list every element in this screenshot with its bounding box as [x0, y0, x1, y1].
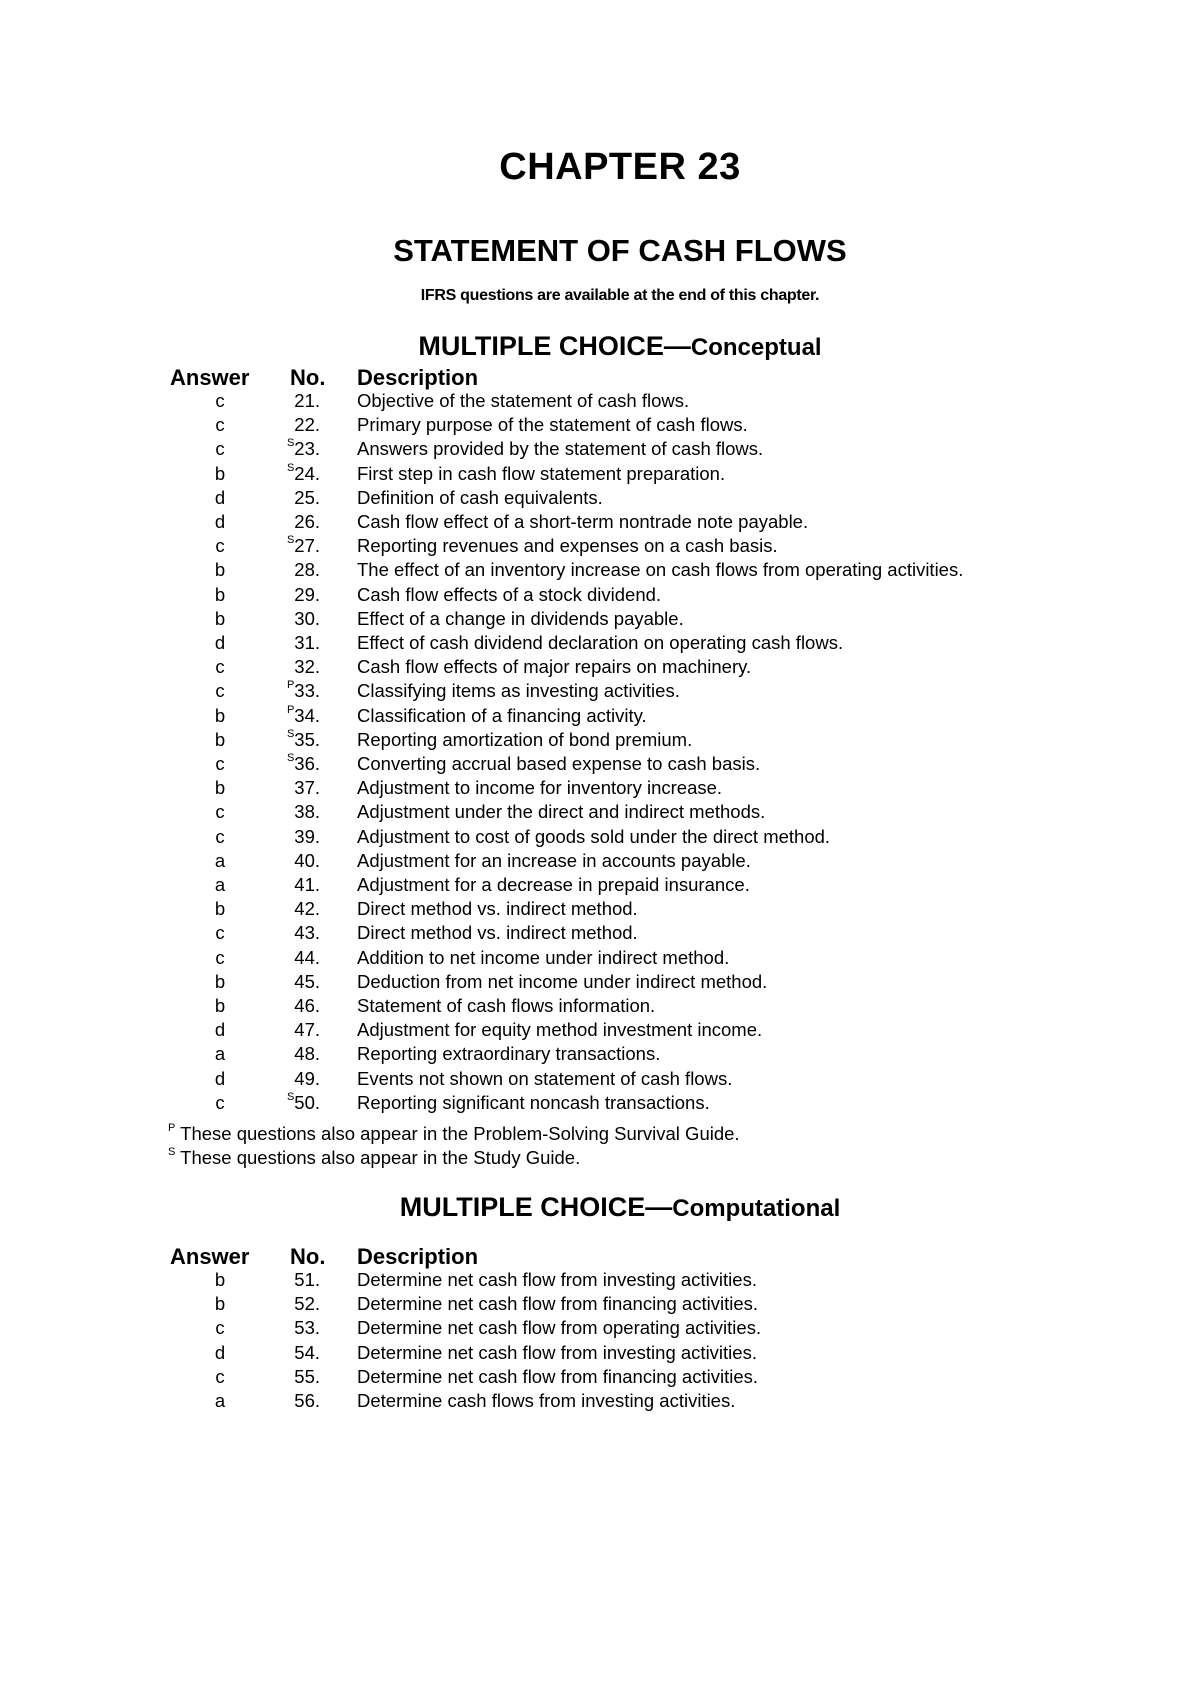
question-description: Answers provided by the statement of cash flows. [357, 438, 764, 460]
answer-cell: c [215, 753, 225, 774]
answer-cell: a [214, 849, 226, 871]
question-description: Definition of cash equivalents. [357, 486, 603, 508]
conceptual-row [0, 437, 1200, 461]
source-mark: S [286, 461, 295, 474]
question-description: Cash flow effect of a short-term nontrade note payable. [357, 511, 809, 532]
question-number: 37. [294, 777, 320, 799]
footnote-mark: P [168, 1122, 176, 1134]
conceptual-row [0, 752, 1200, 776]
question-description: Determine net cash flow from investing activities. [357, 1269, 757, 1290]
conceptual-description-header: Description [357, 365, 479, 390]
question-description: Reporting revenues and expenses on a cash basis. [357, 535, 778, 557]
question-description: Determine net cash flow from financing activities. [357, 1365, 759, 1387]
question-description: First step in cash flow statement preparation. [357, 462, 726, 484]
question-description: Cash flow effects of a stock dividend. [357, 583, 662, 605]
question-number: $^S$23. [286, 437, 320, 460]
conceptual-no-header: No. [290, 365, 326, 390]
question-description: Adjustment under the direct and indirect methods. [357, 801, 766, 823]
question-number: 44. [294, 946, 320, 968]
ifrs-note: IFRS questions are available at the end of this chapter. [420, 287, 820, 304]
question-description: Adjustment for an increase in accounts payable. [357, 849, 751, 871]
question-description: Reporting extraordinary transactions. [357, 1043, 661, 1065]
question-number: $^S$24. [286, 461, 320, 484]
computational-heading-sub: Computational [672, 1195, 841, 1222]
question-description: Classification of a financing activity. [357, 704, 647, 726]
question-description: Determine net cash flow from financing activities. [357, 1293, 759, 1315]
answer-cell: b [214, 898, 226, 920]
question-number: 28. [294, 559, 320, 581]
conceptual-row [0, 607, 1200, 631]
answer-cell: b [214, 728, 226, 750]
conceptual-row [0, 486, 1200, 510]
question-number: 52. [294, 1293, 320, 1315]
question-number: 45. [294, 970, 320, 992]
computational-row [0, 1292, 1200, 1316]
conceptual-row [0, 655, 1200, 679]
answer-cell: d [214, 1019, 226, 1041]
conceptual-row [0, 510, 1200, 534]
answer-cell: c [215, 390, 225, 411]
conceptual-row [0, 1018, 1200, 1042]
question-description: Adjustment to cost of goods sold under the direct method. [357, 825, 831, 847]
question-description: The effect of an inventory increase on cash flows from operating activities. [357, 559, 964, 581]
footnote [168, 1146, 580, 1170]
question-description: Direct method vs. indirect method. [357, 922, 638, 944]
computational-no-header: No. [290, 1244, 326, 1269]
question-description: Reporting significant noncash transactions. [357, 1091, 710, 1113]
computational-heading [0, 1192, 1200, 1223]
conceptual-row [0, 994, 1200, 1018]
question-number: 46. [294, 995, 320, 1016]
conceptual-row [0, 462, 1200, 486]
question-number: 41. [294, 874, 320, 895]
question-number: 29. [294, 583, 320, 605]
question-number: 54. [294, 1341, 320, 1363]
answer-cell: d [214, 1067, 226, 1089]
conceptual-row [0, 1067, 1200, 1091]
question-description: Adjustment to income for inventory increase. [357, 777, 723, 799]
conceptual-row [0, 970, 1200, 994]
question-number: 49. [294, 1067, 320, 1089]
source-mark: P [286, 679, 295, 692]
question-number: 42. [294, 898, 320, 920]
conceptual-row [0, 1042, 1200, 1066]
chapter-title: STATEMENT OF CASH FLOWS [393, 233, 847, 268]
answer-cell: c [215, 922, 225, 944]
computational-row [0, 1316, 1200, 1340]
conceptual-row [0, 583, 1200, 607]
question-number: 43. [294, 922, 320, 944]
question-number: 26. [294, 511, 320, 532]
question-description: Events not shown on statement of cash flows. [357, 1067, 733, 1089]
answer-cell: b [214, 559, 226, 581]
answer-cell: b [214, 583, 226, 605]
computational-row [0, 1268, 1200, 1292]
conceptual-heading [0, 331, 1200, 362]
conceptual-heading-sub: Conceptual [690, 334, 822, 361]
answer-cell: b [214, 970, 226, 992]
question-number: 32. [294, 656, 320, 678]
conceptual-row [0, 413, 1200, 437]
question-description: Statement of cash flows information. [357, 995, 656, 1016]
conceptual-row [0, 728, 1200, 752]
answer-cell: d [214, 486, 226, 508]
question-number: 40. [294, 849, 320, 871]
chapter-number: CHAPTER 23 [499, 146, 741, 188]
question-number: 25. [294, 486, 320, 508]
question-number: 22. [294, 414, 320, 436]
answer-cell: b [214, 462, 226, 484]
computational-answer-header: Answer [170, 1244, 250, 1269]
conceptual-row [0, 704, 1200, 728]
computational-description-header: Description [357, 1244, 479, 1269]
conceptual-row [0, 921, 1200, 945]
question-description: Primary purpose of the statement of cash flows. [357, 414, 748, 436]
conceptual-row [0, 873, 1200, 897]
question-description: Determine net cash flow from investing activities. [357, 1341, 757, 1363]
conceptual-row [0, 389, 1200, 413]
answer-cell: c [215, 535, 225, 557]
question-number: $^S$35. [286, 727, 320, 750]
conceptual-answer-header: Answer [170, 365, 250, 390]
conceptual-row [0, 534, 1200, 558]
question-number: 21. [294, 390, 320, 411]
conceptual-row [0, 679, 1200, 703]
question-number: 53. [294, 1317, 320, 1339]
conceptual-row [0, 631, 1200, 655]
footnote [168, 1122, 740, 1146]
answer-cell: c [215, 825, 225, 847]
question-number: 55. [294, 1365, 320, 1387]
question-description: Adjustment for a decrease in prepaid insurance. [357, 874, 750, 895]
answer-cell: c [215, 1317, 225, 1339]
question-number: 31. [294, 632, 320, 653]
question-description: Classifying items as investing activities. [357, 680, 680, 702]
question-description: Determine net cash flow from operating activities. [357, 1317, 762, 1339]
answer-cell: c [215, 414, 225, 436]
answer-cell: c [215, 801, 225, 823]
answer-cell: c [215, 680, 225, 702]
computational-row [0, 1365, 1200, 1389]
question-number: $^S$27. [286, 534, 320, 557]
question-number: $^P$34. [286, 703, 320, 726]
question-description: Deduction from net income under indirect method. [357, 970, 768, 992]
footnote-text: These questions also appear in the Study Guide. [175, 1147, 581, 1168]
answer-cell: c [215, 1091, 225, 1113]
conceptual-row [0, 558, 1200, 582]
computational-heading-main: MULTIPLE CHOICE— [399, 1192, 673, 1222]
question-number: 30. [294, 607, 320, 629]
answer-cell: d [214, 1341, 226, 1363]
question-description: Addition to net income under indirect method. [357, 946, 730, 968]
computational-row [0, 1341, 1200, 1365]
answer-cell: c [215, 1365, 225, 1387]
question-description: Cash flow effects of major repairs on machinery. [357, 656, 752, 678]
answer-cell: b [214, 1293, 226, 1315]
computational-row [0, 1389, 1200, 1413]
footnote-text: These questions also appear in the Problem-Solving Survival Guide. [175, 1123, 740, 1144]
question-number: $^S$36. [286, 752, 320, 774]
answer-cell: d [214, 632, 226, 653]
source-mark: S [286, 1090, 295, 1103]
question-description: Objective of the statement of cash flows. [357, 390, 690, 411]
answer-cell: c [215, 656, 225, 678]
conceptual-heading-main: MULTIPLE CHOICE— [418, 331, 691, 361]
question-number: 47. [294, 1019, 320, 1041]
question-number: 48. [294, 1043, 320, 1065]
answer-cell: c [215, 946, 225, 968]
source-mark: S [286, 727, 295, 740]
question-description: Reporting amortization of bond premium. [357, 728, 693, 750]
answer-cell: b [214, 995, 226, 1016]
question-description: Adjustment for equity method investment income. [357, 1019, 763, 1041]
answer-cell: a [214, 1390, 226, 1411]
answer-cell: b [214, 607, 226, 629]
question-description: Effect of cash dividend declaration on operating cash flows. [357, 632, 844, 653]
answer-cell: a [214, 874, 226, 895]
conceptual-row [0, 776, 1200, 800]
question-description: Effect of a change in dividends payable. [357, 607, 684, 629]
question-number: 56. [294, 1390, 320, 1411]
answer-cell: c [215, 438, 225, 460]
answer-cell: b [214, 704, 226, 726]
footnote-mark: S [168, 1146, 176, 1158]
source-mark: S [286, 437, 295, 450]
conceptual-row [0, 897, 1200, 921]
answer-cell: d [214, 511, 226, 532]
question-number: 51. [294, 1269, 320, 1290]
question-number: $^S$50. [286, 1090, 320, 1113]
question-description: Determine cash flows from investing activities. [357, 1390, 736, 1411]
conceptual-row [0, 800, 1200, 824]
answer-cell: b [214, 1269, 226, 1290]
question-description: Converting accrual based expense to cash basis. [357, 753, 761, 774]
source-mark: P [286, 703, 295, 716]
conceptual-row [0, 849, 1200, 873]
source-mark: S [286, 752, 295, 764]
question-number: $^P$33. [286, 679, 320, 702]
question-description: Direct method vs. indirect method. [357, 898, 638, 920]
answer-cell: b [214, 777, 226, 799]
source-mark: S [286, 534, 295, 547]
answer-cell: a [214, 1043, 226, 1065]
conceptual-row [0, 825, 1200, 849]
conceptual-row [0, 1091, 1200, 1115]
question-number: 38. [294, 801, 320, 823]
conceptual-row [0, 946, 1200, 970]
question-number: 39. [294, 825, 320, 847]
